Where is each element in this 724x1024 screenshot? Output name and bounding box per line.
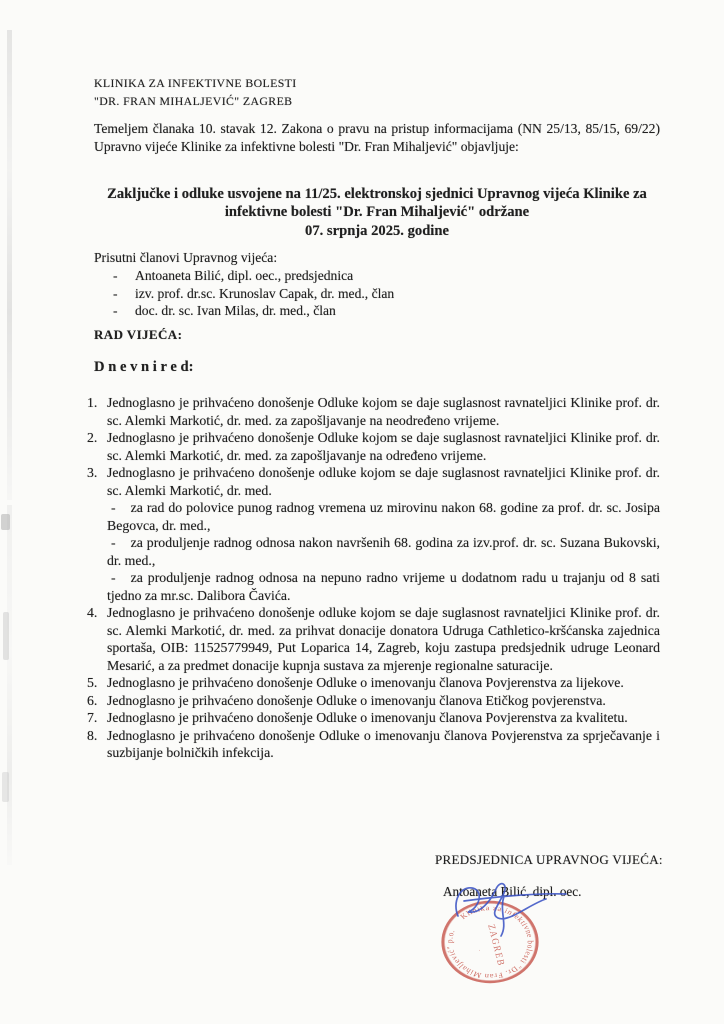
agenda-item-number: 1. bbox=[87, 395, 98, 410]
agenda-item-1 bbox=[87, 394, 660, 429]
agenda-item-number: 4. bbox=[87, 605, 98, 620]
agenda-subitem-text: za rad do polovice punog radnog vremena uz mirovinu nakon 68. godine za prof. dr. sc. Josipa Begovca, dr. med., bbox=[107, 500, 660, 533]
agenda-item-text: Jednoglasno je prihvaćeno donošenje Odluke o imenovanju članova Povjerenstva za sprječavanje i suzbijanje bolničkih infekcija. bbox=[107, 727, 660, 760]
scan-artifact bbox=[3, 612, 9, 660]
dash-marker: - bbox=[111, 570, 116, 585]
agenda-item-5 bbox=[87, 674, 660, 692]
attendee-item bbox=[94, 302, 660, 319]
agenda-item-2 bbox=[87, 429, 660, 464]
agenda-item-text: Jednoglasno je prihvaćeno donošenje Odluke o imenovanju članova Povjerenstva za kvalitetu. bbox=[107, 710, 628, 725]
agenda-subitem bbox=[107, 534, 660, 569]
session-title-line1: Zaključke i odluke usvojene na 11/25. elektronskoj sjednici Upravnog vijeća Klinike za bbox=[107, 186, 647, 202]
scan-artifact bbox=[1, 514, 10, 530]
session-title-line3: 07. srpnja 2025. godine bbox=[305, 222, 449, 239]
agenda-item-text: Jednoglasno je prihvaćeno donošenje Odluke o imenovanju članova Etičkog povjerenstva. bbox=[107, 692, 606, 708]
agenda-item-6 bbox=[87, 692, 660, 710]
signature-title: PREDSJEDNICA UPRAVNOG VIJEĆA: bbox=[435, 852, 663, 867]
agenda-item-text: Jednoglasno je prihvaćeno donošenje odluke kojom se daje suglasnost ravnateljici Klinike prof. dr. sc. Alemki Markotić, dr. med. bbox=[107, 465, 660, 498]
section-heading-dnevni-red: D n e v n i r e d: bbox=[94, 359, 194, 375]
scan-artifact bbox=[7, 30, 12, 500]
stamp-center-text: ZAGREB bbox=[484, 923, 507, 968]
stamp-ring-text: Klinika za infektivne bolesti "Dr. Fran Mihaljević" p.o. bbox=[444, 903, 536, 981]
scan-artifact bbox=[7, 505, 12, 865]
agenda-item-number: 6. bbox=[87, 692, 98, 708]
agenda-item-number: 5. bbox=[87, 675, 98, 690]
agenda-item-text: Jednoglasno je prihvaćeno donošenje Odluke o imenovanju članova Povjerenstva za lijekove. bbox=[107, 675, 624, 690]
attendee-name: izv. prof. dr.sc. Krunoslav Capak, dr. med., član bbox=[135, 285, 395, 301]
scan-artifact bbox=[2, 772, 9, 802]
attendees-block bbox=[94, 249, 660, 319]
letterhead-line1: KLINIKA ZA INFEKTIVNE BOLESTI bbox=[94, 76, 297, 90]
agenda-item-number: 3. bbox=[87, 465, 98, 480]
agenda-item-text: Jednoglasno je prihvaćeno donošenje Odluke kojom se daje suglasnost ravnateljici Klinike prof. dr. sc. Alemki Markotić, dr. med. za zapošljavanje na neodređeno vrijeme. bbox=[107, 395, 660, 428]
agenda-subitem-text: za produljenje radnog odnosa na nepuno radno vrijeme u dodatnom radu u trajanju od 8 sati tjedno za mr.sc. Dalibora Čavića. bbox=[107, 570, 660, 603]
agenda-item-7 bbox=[87, 709, 660, 727]
signature-name: Antoaneta Bilić, dipl. oec. bbox=[443, 884, 582, 899]
attendees-list bbox=[94, 267, 660, 319]
session-title-line2: infektivne bolesti "Dr. Fran Mihaljević" održane bbox=[224, 204, 530, 221]
agenda-item-number: 7. bbox=[87, 710, 98, 725]
agenda-list bbox=[87, 394, 660, 762]
signature-scribble bbox=[443, 876, 582, 944]
agenda-item-4 bbox=[87, 604, 660, 674]
agenda-subitem-text: za produljenje radnog odnosa nakon navršenih 68. godina za izv.prof. dr. sc. Suzana Bukovski, dr. med., bbox=[107, 535, 660, 568]
agenda-subitem bbox=[107, 569, 660, 604]
agenda-item-text: Jednoglasno je prihvaćeno donošenje odluke kojom se daje suglasnost ravnateljici Klinike prof. dr. sc. Alemki Markotić, dr. med. za prihvat donacije donatora Udruga Cathletico-kršćanska zajednica sportaša, OIB: 11525779949, Put Loparica 14, Zagreb, koju zastupa predsjednik udruge Leonard Mesarić, a za predmet donacije kupnja sustava za mjerenje regionalne saturacije. bbox=[107, 605, 660, 673]
attendee-name: Antoaneta Bilić, dipl. oec., predsjednica bbox=[135, 268, 354, 284]
section-heading-rad-vijeca: RAD VIJEĆA: bbox=[94, 327, 183, 342]
agenda-item-text: Jednoglasno je prihvaćeno donošenje Odluke kojom se daje suglasnost ravnateljici Klinike prof. dr. sc. Alemki Markotić, dr. med. za zapošljavanje na određeno vrijeme. bbox=[107, 430, 660, 463]
intro-paragraph: Temeljem članaka 10. stavak 12. Zakona o pravu na pristup informacijama (NN 25/13, 85/15, 69/22) Upravno vijeće Klinike za infektivne bolesti "Dr. Fran Mihaljević" objavljuje: bbox=[94, 121, 660, 154]
dash-marker: - bbox=[113, 285, 118, 301]
agenda-item-number: 2. bbox=[87, 430, 98, 445]
session-title bbox=[94, 185, 660, 240]
attendees-label: Prisutni članovi Upravnog vijeća: bbox=[94, 250, 278, 265]
attendee-item bbox=[94, 267, 660, 284]
dash-marker: - bbox=[113, 268, 118, 284]
agenda-item-number: 8. bbox=[87, 727, 98, 743]
dash-marker: - bbox=[113, 302, 118, 318]
dash-marker: - bbox=[111, 535, 116, 550]
letterhead-line2: "DR. FRAN MIHALJEVIĆ" ZAGREB bbox=[94, 94, 293, 108]
agenda-item-3 bbox=[87, 464, 660, 604]
svg-text:.: . bbox=[477, 947, 485, 952]
agenda-subitem bbox=[107, 499, 660, 534]
attendee-item bbox=[94, 285, 660, 302]
dash-marker: - bbox=[111, 500, 116, 515]
agenda-item-8 bbox=[87, 727, 660, 762]
letterhead bbox=[94, 74, 660, 110]
attendee-name: doc. dr. sc. Ivan Milas, dr. med., član bbox=[135, 302, 336, 318]
